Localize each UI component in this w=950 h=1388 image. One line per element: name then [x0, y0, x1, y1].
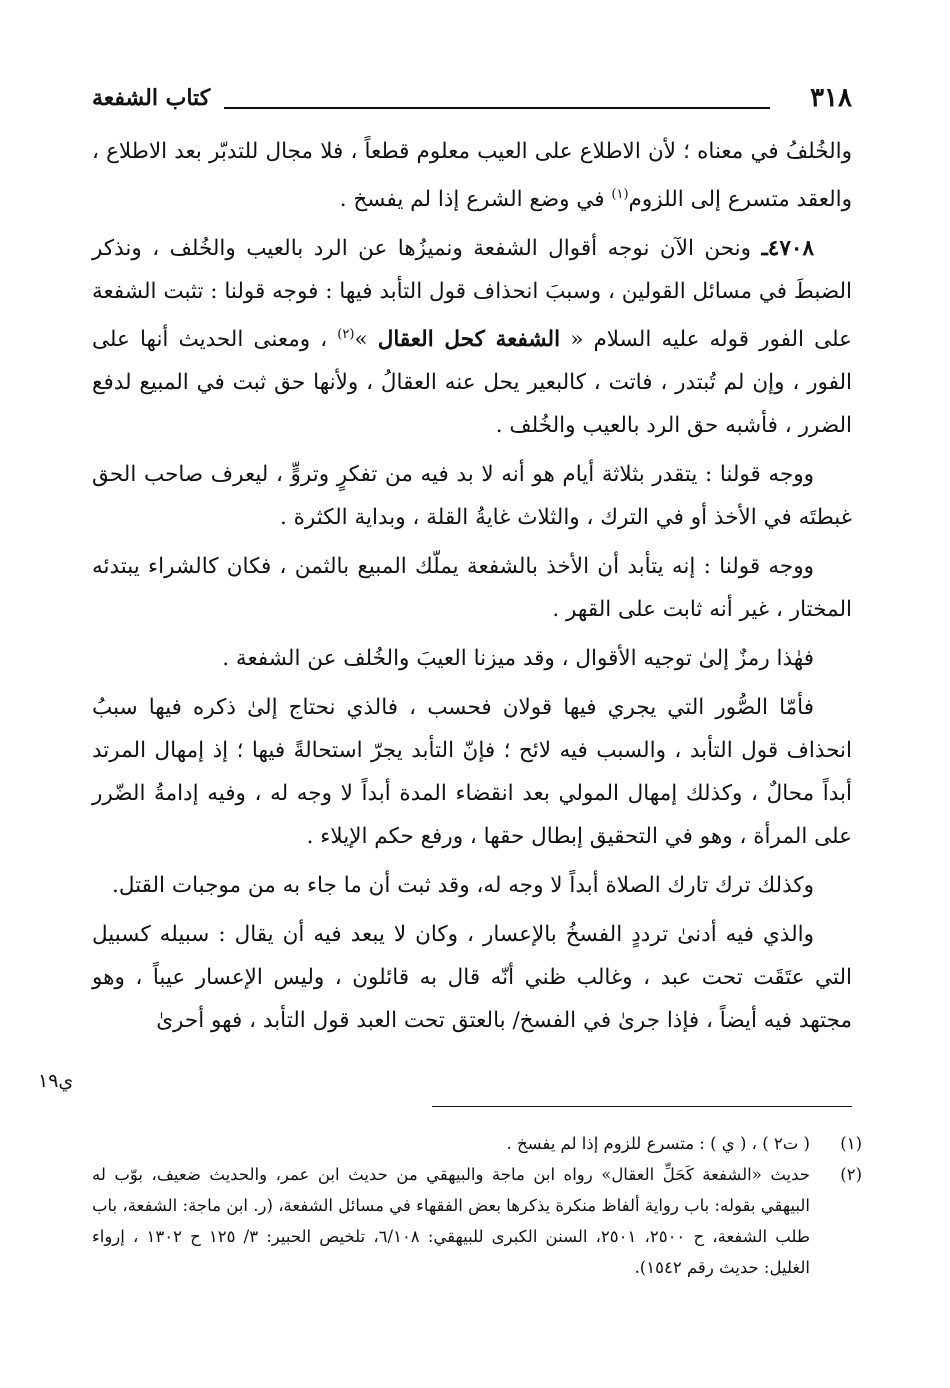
paragraph: والذي فيه أدنىٰ ترددٍ الفسخُ بالإعسار ، وكان لا يبعد فيه أن يقال : سبيله كسبيل التي عتَقَت تحت عبد ، وغالب ظني أنّه قال به قائلون ، وليس الإعسار عيباً ، وهو مجتهد فيه أيضاً ، فإذا جرىٰ في الفسخ/ بالعتق تحت العبد قول التأبد ، فهو أحرىٰ: [92, 922, 852, 1034]
header-rule: [224, 107, 770, 109]
footnote-text: حديث «الشفعة كَحَلِّ العقال» رواه ابن ماجة والبيهقي من حديث ابن عمر، والحديث ضعيف، بوّب له البيهقي بقوله: باب رواية ألفاظ منكرة يذكرها بعض الفقهاء في مسائل الشفعة، (ر. ابن ماجة: الشفعة، باب طلب الشفعة، ح ٢٥٠٠، ٢٥٠١، السنن الكبرى للبيهقي: ٦/١٠٨، تلخيص الحبير: ٣/ ١٢٥ ح ١٣٠٢ ، إرواء الغليل: حديث رقم ١٥٤٢).: [92, 1165, 811, 1277]
paragraph: فهٰذا رمزٌ إلىٰ توجيه الأقوال ، وقد ميزنا العيبَ والخُلف عن الشفعة .: [222, 646, 814, 672]
paragraph: ووجه قولنا : يتقدر بثلاثة أيام هو أنه لا بد فيه من تفكرٍ وتروٍّ ، ليعرف صاحب الحق غبطتَه في الأخذ أو في الترك ، والثلاث غايةُ القلة ، وبداية الكثرة .: [92, 462, 852, 531]
footnote-number: (١): [840, 1134, 862, 1153]
footnote-number: (٢): [840, 1165, 862, 1184]
footnote: [92, 1128, 862, 1159]
chapter-title: كتاب الشفعة: [92, 85, 211, 111]
section-number: ٤٧٠٨ـ: [761, 236, 814, 262]
page-number: ٣١٨: [810, 83, 852, 113]
footnote-text: ( ت٢ ) ، ( ي ) : متسرع للزوم إذا لم يفسخ .: [506, 1134, 810, 1153]
footnotes: [92, 1128, 862, 1283]
footnote: [92, 1159, 862, 1283]
page-header: [92, 78, 852, 118]
main-text: [92, 130, 852, 1048]
paragraph: ووجه قولنا : إنه يتأبد أن الأخذ بالشفعة يملّك المبيع بالثمن ، فكان كالشراء يبتدئه المختار ، غير أنه ثابت على القهر .: [92, 554, 852, 623]
paragraph: ٤٧٠٨ـ ونحن الآن نوجه أقوال الشفعة ونميزُها عن الرد بالعيب والخُلف ، ونذكر الضبطَ في مسائل القولين ، وسببَ انحذاف قول التأبد فيها : فوجه قولنا : تثبت الشفعة على الفور قوله عليه السلام « الشفعة كحل العقال »$^{(٢)}$ ، ومعنى الحديث أنها على الفور ، وإن لم تُبتدر ، فاتت ، كالبعير يحل عنه العقالُ ، ولأنها حق ثبت في المبيع لدفع الضرر ، فأشبه حق الرد بالعيب والخُلف .: [92, 236, 852, 439]
paragraph: وكذلك ترك تارك الصلاة أبداً لا وجه له، وقد ثبت أن ما جاء به من موجبات القتل.: [112, 873, 814, 899]
footnote-ref[interactable]: (١): [611, 187, 629, 202]
hadith-quote: الشفعة كحل العقال: [377, 327, 561, 353]
footnote-separator: [432, 1106, 852, 1107]
manuscript-margin-note: ي١٩: [38, 1070, 74, 1092]
paragraph: والخُلفُ في معناه ؛ لأن الاطلاع على العيب معلوم قطعاً ، فلا مجال للتدبّر بعد الاطلاع ، والعقد متسرع إلى اللزوم$^{(١)}$ في وضع الشرع إذا لم يفسخ .: [92, 139, 852, 213]
footnote-ref[interactable]: (٢): [337, 327, 355, 343]
paragraph: فأمّا الصُّور التي يجري فيها قولان فحسب ، فالذي نحتاج إلىٰ ذكره فيها سببُ انحذاف قول التأبد ، والسبب فيه لائح ؛ فإنّ التأبد يجرّ استحالةً فيها ؛ إذ إمهال المرتد أبداً محالٌ ، وكذلك إمهال المولي بعد انقضاء المدة أبداً لا وجه له ، وفيه إدامةُ الضّرر على المرأة ، وهو في التحقيق إبطال حقها ، ورفع حكم الإيلاء .: [92, 695, 852, 850]
